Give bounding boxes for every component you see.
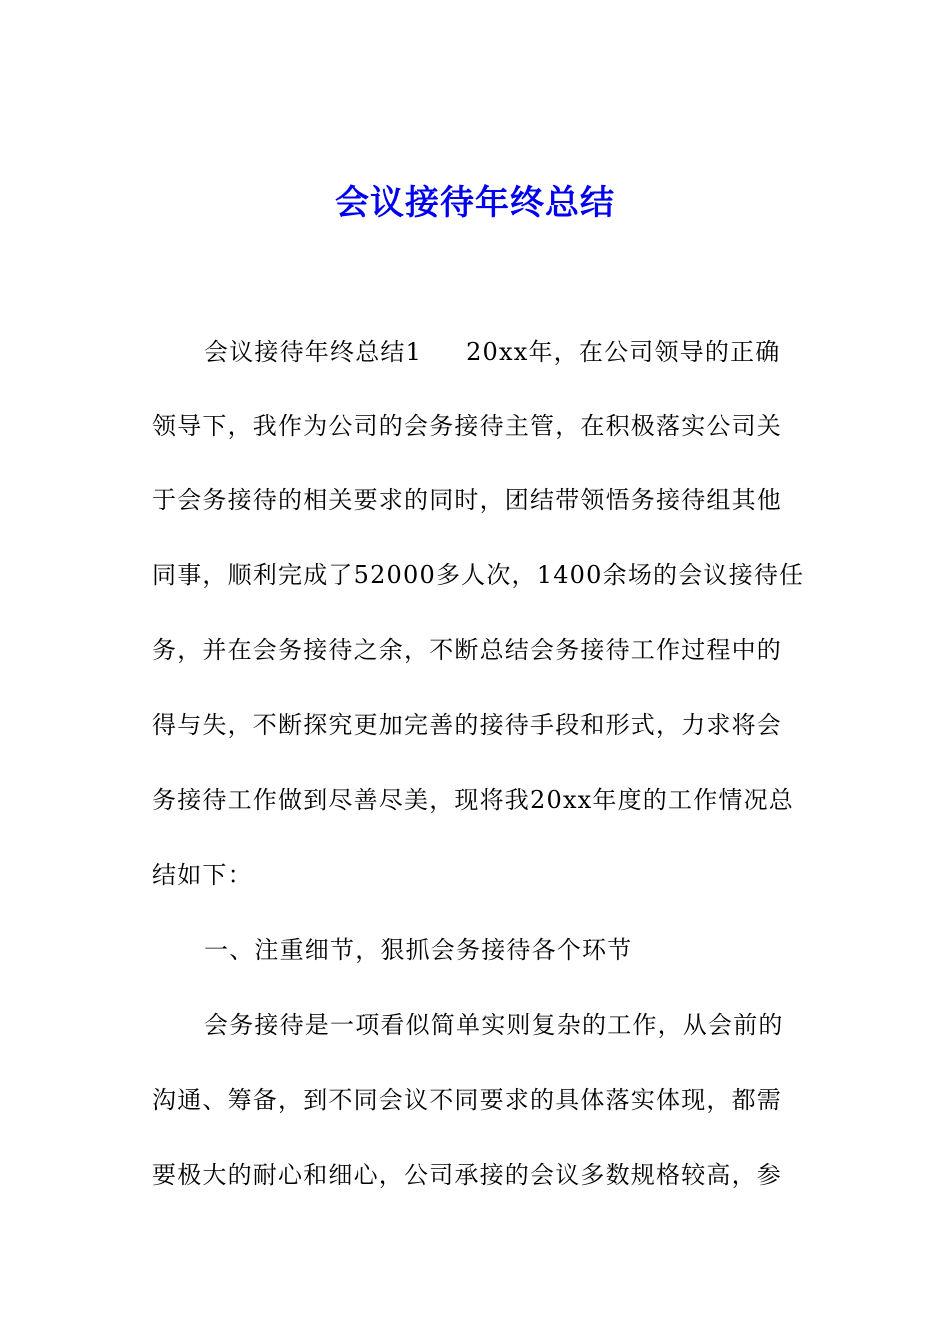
paragraph-line: 务，并在会务接待之余，不断总结会务接待工作过程中的	[152, 636, 782, 664]
paragraph-line: 同事，顺利完成了52000多人次，1400余场的会议接待任	[152, 561, 805, 589]
paragraph-line: 务接待工作做到尽善尽美，现将我20xx年度的工作情况总	[152, 786, 795, 814]
paragraph-line: 沟通、筹备，到不同会议不同要求的具体落实体现，都需	[152, 1086, 782, 1114]
paragraph-line: 于会务接待的相关要求的同时，团结带领悟务接待组其他	[152, 486, 782, 514]
text-span: 20xx年，在公司领导的正确	[466, 338, 781, 366]
paragraph-line: 要极大的耐心和细心，公司承接的会议多数规格较高，参	[152, 1161, 782, 1189]
paragraph-line	[204, 334, 781, 370]
paragraph-line: 结如下：	[152, 861, 253, 889]
paragraph-line: 会务接待是一项看似简单实则复杂的工作，从会前的	[204, 1011, 784, 1039]
section-heading-inline: 会议接待年终总结1	[204, 338, 423, 366]
section-heading: 一、注重细节，狠抓会务接待各个环节	[204, 936, 633, 964]
paragraph-line: 得与失，不断探究更加完善的接待手段和形式，力求将会	[152, 711, 782, 739]
document-title: 会议接待年终总结	[335, 183, 615, 223]
paragraph-line: 领导下，我作为公司的会务接待主管，在积极落实公司关	[152, 412, 782, 440]
